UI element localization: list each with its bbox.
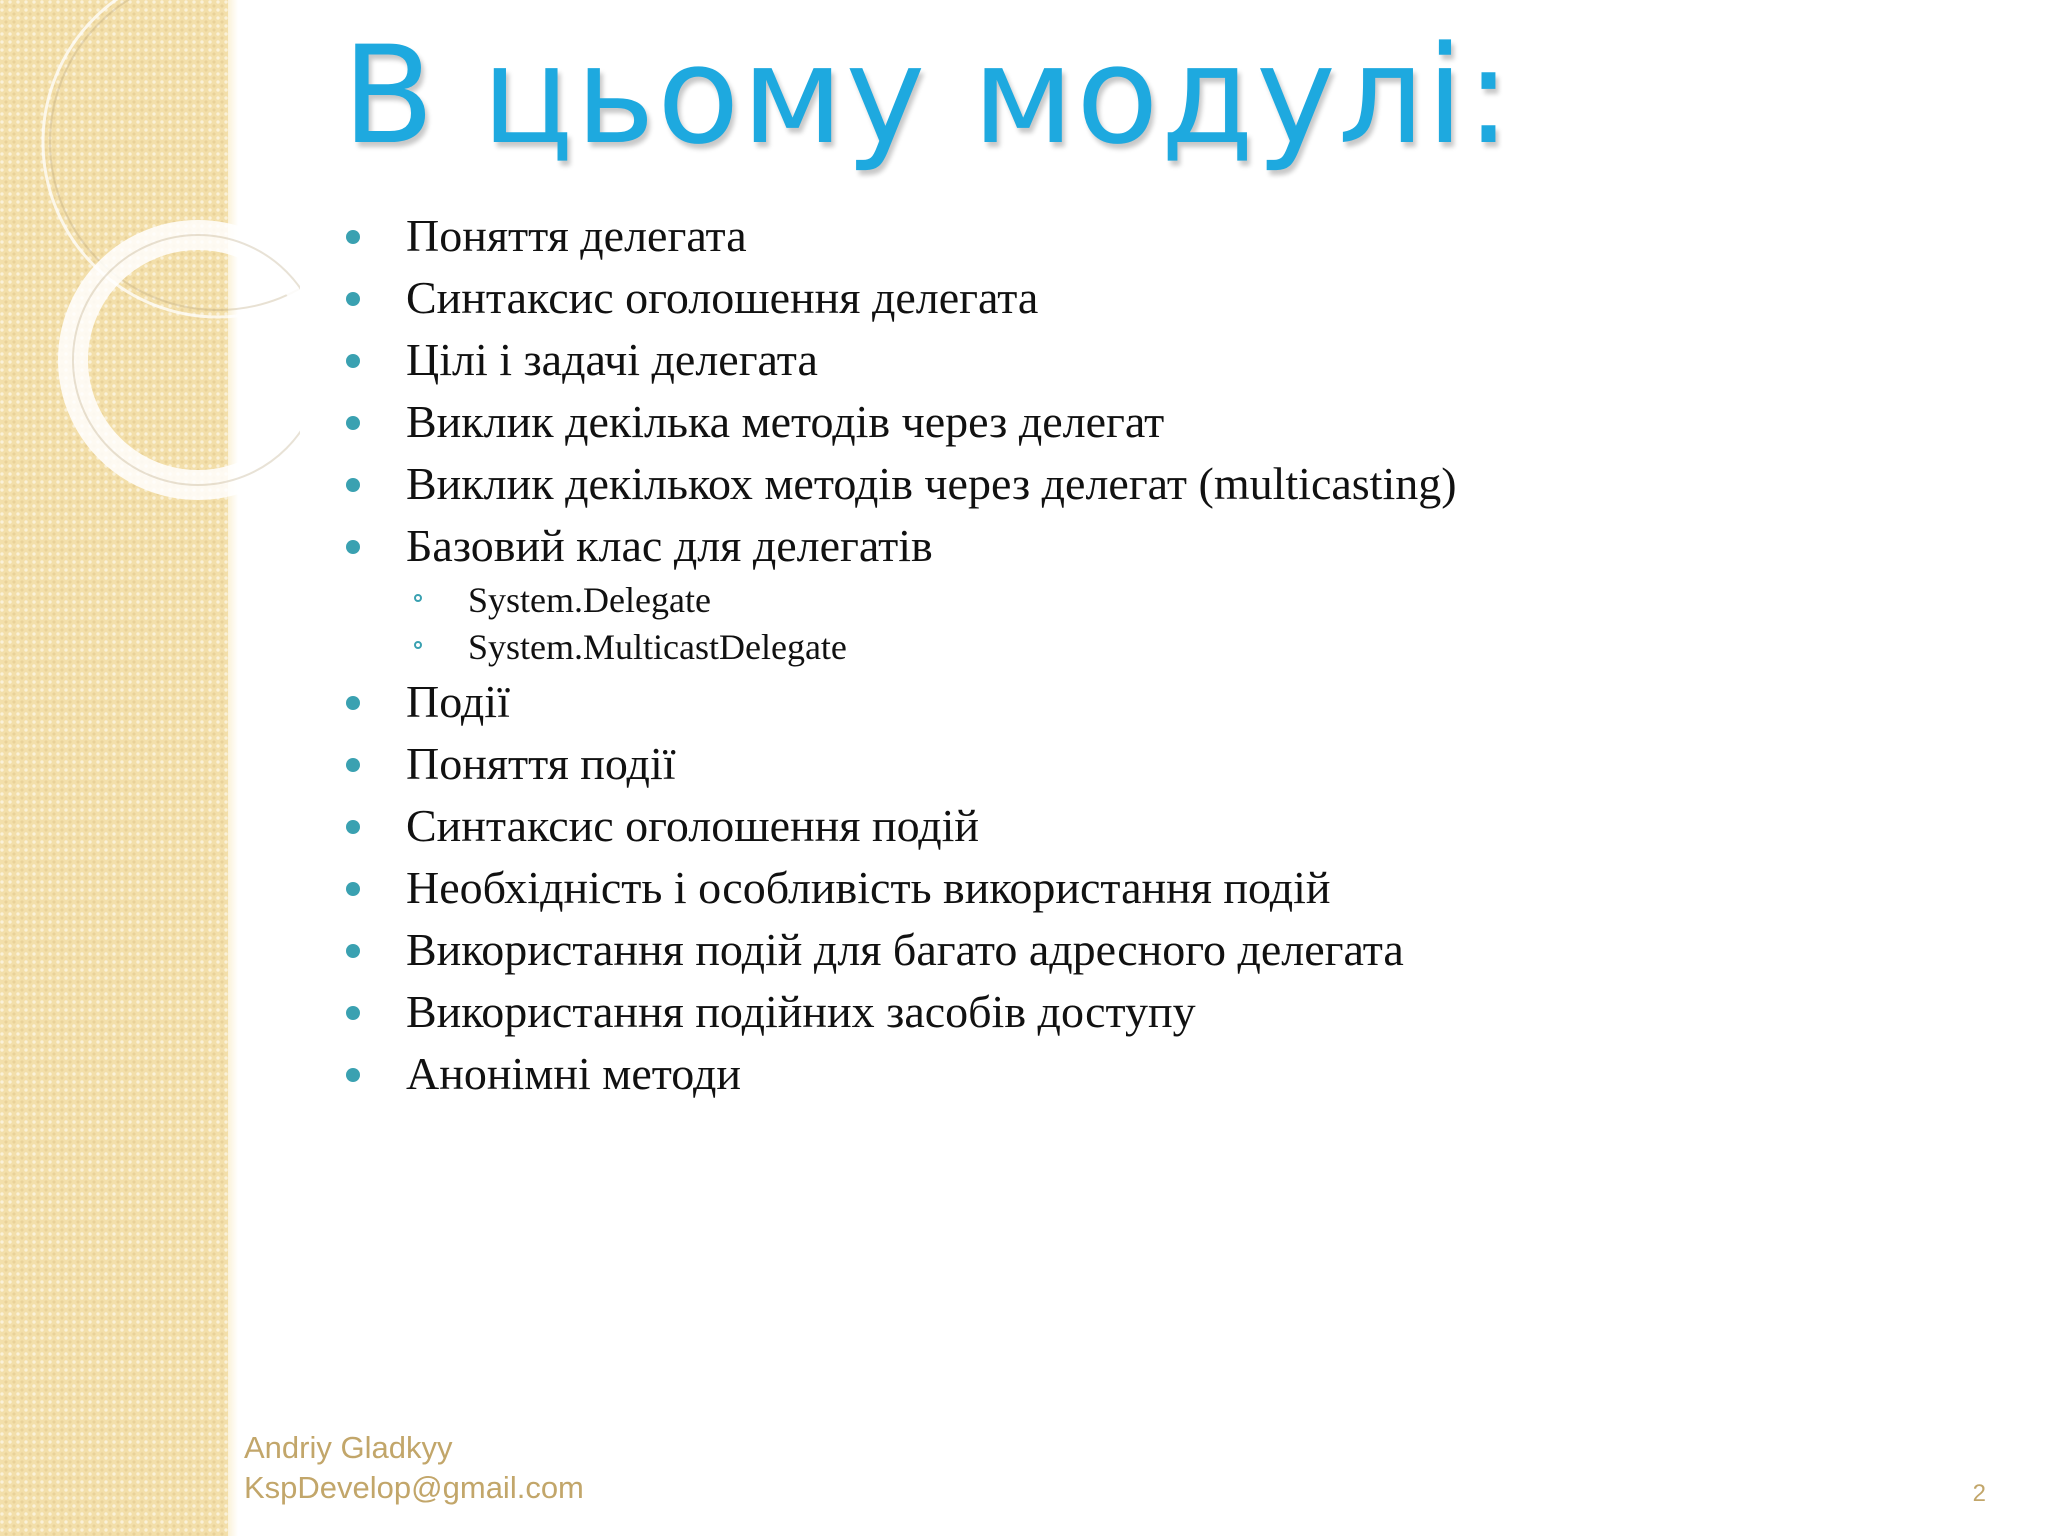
slide-title: В цьому модулі: (342, 17, 1514, 174)
list-item: Поняття делегата (340, 205, 1457, 267)
list-item: Використання подійних засобів доступу (340, 981, 1457, 1043)
bullet-icon (346, 882, 360, 896)
bullet-icon (346, 354, 360, 368)
footer-author: Andriy Gladkyy (244, 1430, 453, 1465)
list-item: Анонімні методи (340, 1043, 1457, 1105)
bullet-icon (346, 292, 360, 306)
hollow-bullet-icon (414, 594, 422, 602)
bullet-icon (346, 696, 360, 710)
list-item: Поняття події (340, 733, 1457, 795)
bullet-icon (346, 416, 360, 430)
list-item: Базовий клас для делегатів (340, 515, 1457, 577)
bullet-icon (346, 820, 360, 834)
list-item: Використання подій для багато адресного делегата (340, 919, 1457, 981)
decorative-rings (0, 0, 300, 520)
footer-credits (244, 1428, 584, 1508)
sub-list-item: System.Delegate (340, 577, 1457, 624)
bullet-list (340, 205, 1457, 1105)
list-item: Синтаксис оголошення подій (340, 795, 1457, 857)
list-item: Необхідність і особливість використання подій (340, 857, 1457, 919)
hollow-bullet-icon (414, 641, 422, 649)
page-number: 2 (1972, 1480, 1986, 1507)
list-item: Цілі і задачі делегата (340, 329, 1457, 391)
footer-email: KspDevelop@gmail.com (244, 1470, 584, 1505)
list-item: Виклик декілька методів через делегат (340, 391, 1457, 453)
bullet-icon (346, 1006, 360, 1020)
list-item: Виклик декількох методів через делегат (multicasting) (340, 453, 1457, 515)
bullet-icon (346, 478, 360, 492)
list-item: Синтаксис оголошення делегата (340, 267, 1457, 329)
bullet-icon (346, 540, 360, 554)
bullet-icon (346, 230, 360, 244)
bullet-icon (346, 944, 360, 958)
bullet-icon (346, 1068, 360, 1082)
bullet-icon (346, 758, 360, 772)
sub-list-item: System.MulticastDelegate (340, 624, 1457, 671)
list-item: Події (340, 671, 1457, 733)
